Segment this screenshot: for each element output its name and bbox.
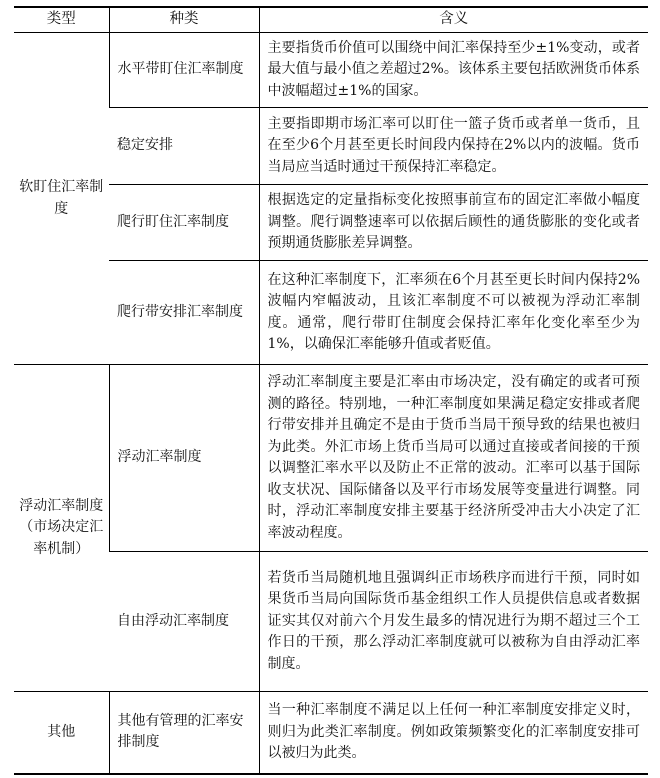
table-row — [14, 552, 648, 692]
table-row — [14, 108, 648, 185]
table-row — [14, 185, 648, 261]
category-other: 其他 — [14, 692, 109, 774]
table-row — [14, 261, 648, 365]
kind-cell: 水平带盯住汇率制度 — [109, 33, 259, 108]
table-row — [14, 33, 648, 108]
kind-cell: 自由浮动汇率制度 — [109, 552, 259, 692]
definition-cell: 根据选定的定量指标变化按照事前宣布的固定汇率做小幅度调整。爬行调整速率可以依据后顾性的通货膨胀的变化或者预期通货膨胀差异调整。 — [259, 185, 648, 261]
table-row — [14, 692, 648, 774]
header-meaning: 含义 — [259, 7, 648, 33]
definition-cell: 在这种汇率制度下，汇率须在6个月甚至更长时间内保持2%波幅内窄幅波动，且该汇率制度不可以被视为浮动汇率制度。通常，爬行带盯住制度会保持汇率年化变化率至少为1%，以确保汇率能够升值或者贬值。 — [259, 261, 648, 365]
category-soft-peg: 软盯住汇率制度 — [14, 33, 109, 365]
kind-cell: 爬行盯住汇率制度 — [109, 185, 259, 261]
header-type: 类型 — [14, 7, 109, 33]
kind-cell: 稳定安排 — [109, 108, 259, 185]
definition-cell: 若货币当局随机地且强调纠正市场秩序而进行干预，同时如果货币当局向国际货币基金组织工作人员提供信息或者数据证实其仅对前六个月发生最多的情况进行为期不超过三个工作日的干预，那么浮动汇率制度就可以被称为自由浮动汇率制度。 — [259, 552, 648, 692]
kind-cell: 爬行带安排汇率制度 — [109, 261, 259, 365]
header-row — [14, 7, 648, 33]
category-floating: 浮动汇率制度（市场决定汇率机制） — [14, 365, 109, 692]
kind-cell: 其他有管理的汇率安排制度 — [109, 692, 259, 774]
definition-cell: 浮动汇率制度主要是汇率由市场决定，没有确定的或者可预测的路径。特别地，一种汇率制度如果满足稳定安排或者爬行带安排并且确定不是由于货币当局干预导致的结果也被归为此类。外汇市场上货币当局可以通过直接或者间接的干预以调整汇率水平以及防止不正常的波动。汇率可以基于国际收支状况、国际储备以及平行市场发展等变量进行调整。同时，浮动汇率制度安排主要基于经济所受冲击大小决定了汇率波动程度。 — [259, 365, 648, 552]
definition-cell: 当一种汇率制度不满足以上任何一种汇率制度安排定义时，则归为此类汇率制度。例如政策频繁变化的汇率制度安排可以被归为此类。 — [259, 692, 648, 774]
kind-cell: 浮动汇率制度 — [109, 365, 259, 552]
exchange-rate-regime-table — [14, 6, 648, 775]
definition-cell: 主要指货币价值可以围绕中间汇率保持至少±1%变动，或者最大值与最小值之差超过2%。该体系主要包括欧洲货币体系中波幅超过±1%的国家。 — [259, 33, 648, 108]
header-kind: 种类 — [109, 7, 259, 33]
definition-cell: 主要指即期市场汇率可以盯住一篮子货币或者单一货币，且在至少6个月甚至更长时间段内保持在2%以内的波幅。货币当局应当适时通过干预保持汇率稳定。 — [259, 108, 648, 185]
table-row — [14, 365, 648, 552]
